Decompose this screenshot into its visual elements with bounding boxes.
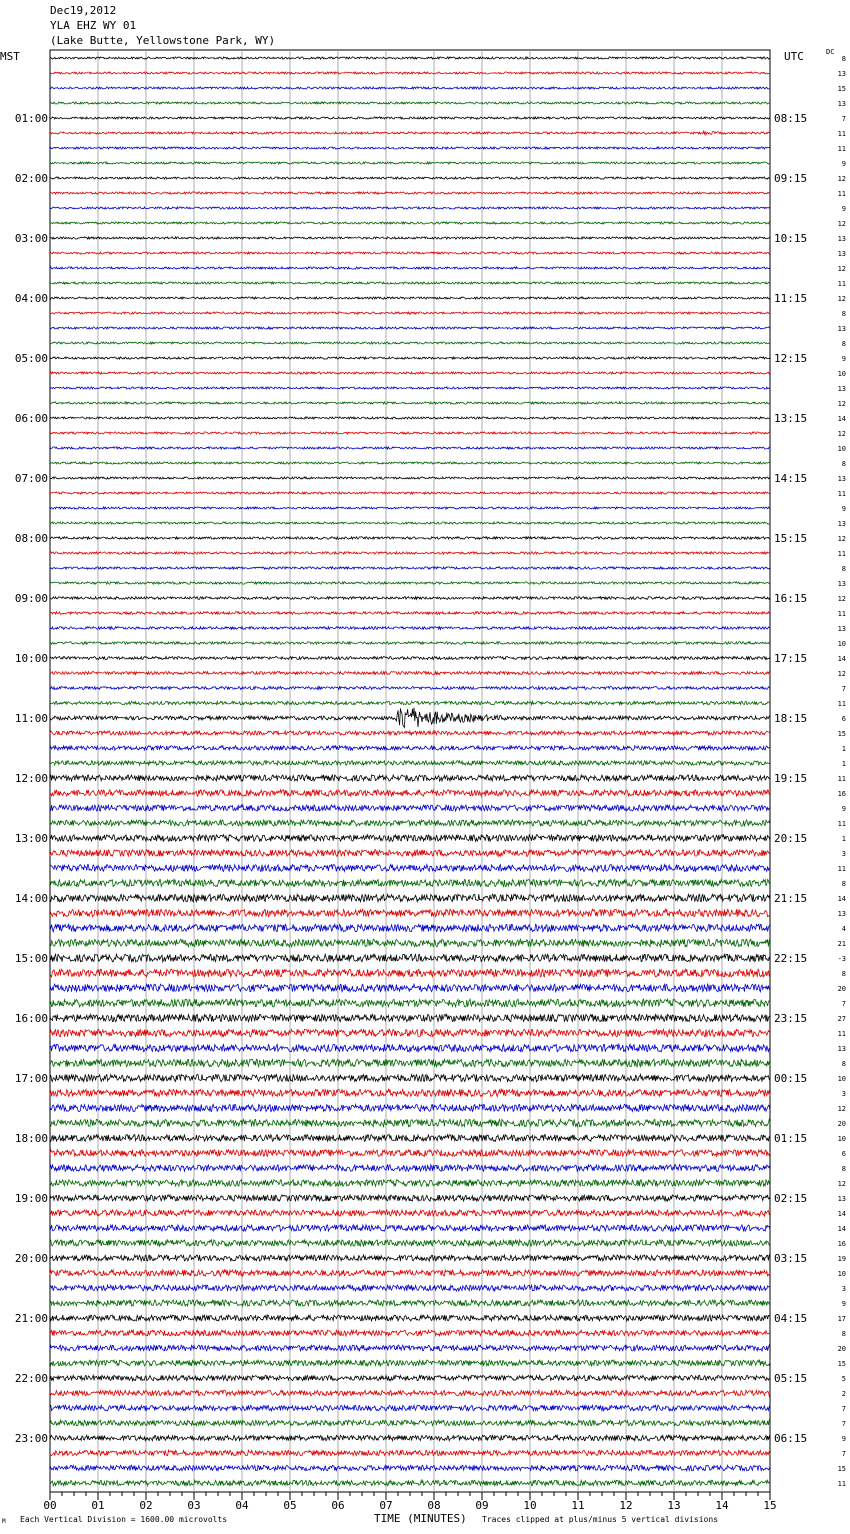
dc-offset-label: 5	[841, 1375, 846, 1383]
trace-line	[50, 642, 770, 645]
x-tick-label: 11	[571, 1499, 585, 1512]
trace-line	[50, 894, 770, 901]
mst-hour-label: 18:00	[14, 1132, 48, 1145]
dc-offset-label: 12	[837, 295, 846, 303]
mst-hour-label: 15:00	[14, 952, 48, 965]
dc-offset-label: 8	[841, 1330, 846, 1338]
mst-hour-label: 04:00	[14, 292, 48, 305]
trace-line	[50, 1345, 770, 1351]
dc-offset-label: 12	[837, 430, 846, 438]
dc-offset-label: 14	[837, 895, 846, 903]
trace-line	[50, 1255, 770, 1261]
trace-line	[50, 1270, 770, 1276]
utc-hour-label: 20:15	[774, 832, 808, 845]
dc-offset-label: 15	[837, 730, 846, 738]
trace-line	[50, 1480, 770, 1485]
trace-line	[50, 880, 770, 887]
dc-offset-label: 13	[837, 475, 846, 483]
trace-line	[50, 102, 770, 104]
trace-line	[50, 1465, 770, 1470]
dc-offset-label: 7	[841, 115, 846, 123]
trace-line	[50, 1405, 770, 1410]
mst-hour-label: 17:00	[14, 1072, 48, 1085]
trace-line	[50, 192, 770, 194]
utc-hour-label: 17:15	[774, 652, 808, 665]
trace-line	[50, 1195, 770, 1201]
dc-offset-label: 20	[837, 985, 846, 993]
utc-hour-label: 13:15	[774, 412, 808, 425]
trace-line	[50, 731, 770, 735]
dc-offset-label: -3	[837, 955, 846, 963]
dc-offset-label: 9	[841, 205, 846, 213]
dc-offset-label: 9	[841, 160, 846, 168]
trace-line	[50, 1104, 770, 1111]
x-tick-label: 00	[43, 1499, 57, 1512]
trace-line	[50, 969, 770, 977]
trace-line	[50, 627, 770, 630]
dc-offset-label: 13	[837, 100, 846, 108]
dc-offset-label: 11	[837, 865, 846, 873]
utc-hour-label: 02:15	[774, 1192, 808, 1205]
dc-offset-label: 9	[841, 1300, 846, 1308]
utc-hour-label: 04:15	[774, 1312, 808, 1325]
mst-hour-label: 14:00	[14, 892, 48, 905]
scale-note: Each Vertical Division = 1600.00 microvolts	[20, 1515, 228, 1524]
utc-hour-label: 14:15	[774, 472, 808, 485]
trace-line	[50, 357, 770, 359]
trace-line	[50, 537, 770, 539]
trace-line	[50, 1059, 770, 1066]
trace-line	[50, 865, 770, 872]
x-tick-label: 13	[667, 1499, 681, 1512]
dc-offset-label: 3	[841, 850, 846, 858]
dc-offset-label: 10	[837, 640, 846, 648]
dc-offset-label: 13	[837, 385, 846, 393]
trace-line	[50, 282, 770, 284]
dc-offset-label: 8	[841, 1060, 846, 1068]
dc-offset-label: 7	[841, 1000, 846, 1008]
trace-line	[50, 1044, 770, 1051]
left-timezone-label: MST	[0, 50, 20, 63]
utc-hour-label: 10:15	[774, 232, 808, 245]
trace-line	[50, 267, 770, 269]
mst-hour-label: 12:00	[14, 772, 48, 785]
trace-line	[50, 492, 770, 494]
trace-line	[50, 1150, 770, 1157]
trace-line	[50, 1360, 770, 1366]
trace-line	[50, 87, 770, 89]
dc-offset-label: 11	[837, 820, 846, 828]
dc-offset-label: 17	[837, 1315, 846, 1323]
dc-column-label: DC	[826, 48, 835, 56]
utc-hour-label: 00:15	[774, 1072, 808, 1085]
mst-hour-label: 19:00	[14, 1192, 48, 1205]
header-station: YLA EHZ WY 01	[50, 19, 137, 32]
dc-offset-label: 27	[837, 1015, 846, 1023]
utc-hour-label: 16:15	[774, 592, 808, 605]
dc-offset-label: 13	[837, 580, 846, 588]
trace-line	[50, 552, 770, 554]
trace-line	[50, 1315, 770, 1321]
utc-hour-label: 12:15	[774, 352, 808, 365]
dc-offset-label: 10	[837, 1075, 846, 1083]
trace-line	[50, 1165, 770, 1172]
trace-line	[50, 924, 770, 931]
dc-offset-label: 9	[841, 505, 846, 513]
trace-line	[50, 177, 770, 179]
dc-offset-label: 9	[841, 1435, 846, 1443]
trace-line	[50, 1375, 770, 1380]
dc-offset-label: 13	[837, 250, 846, 258]
dc-offset-label: 16	[837, 790, 846, 798]
plot-frame	[50, 50, 770, 1492]
header-location: (Lake Butte, Yellowstone Park, WY)	[50, 34, 276, 47]
trace-line	[50, 1225, 770, 1231]
utc-hour-label: 11:15	[774, 292, 808, 305]
mst-hour-label: 09:00	[14, 592, 48, 605]
dc-offset-label: 16	[837, 1240, 846, 1248]
trace-line	[50, 701, 770, 704]
trace-line	[50, 1390, 770, 1395]
trace-line	[50, 432, 770, 434]
dc-offset-label: 20	[837, 1345, 846, 1353]
trace-line	[50, 1240, 770, 1246]
trace-line	[50, 820, 770, 826]
trace-line	[50, 237, 770, 239]
trace-line	[50, 131, 770, 135]
dc-offset-label: 2	[841, 1390, 846, 1398]
dc-offset-label: 21	[837, 940, 846, 948]
trace-line	[50, 672, 770, 675]
trace-line	[50, 207, 770, 209]
dc-offset-label: 11	[837, 1480, 846, 1488]
dc-offset-label: 1	[841, 835, 846, 843]
trace-line	[50, 657, 770, 660]
mst-hour-label: 08:00	[14, 532, 48, 545]
trace-line	[50, 1029, 770, 1036]
mst-hour-label: 03:00	[14, 232, 48, 245]
trace-line	[50, 57, 770, 59]
trace-line	[50, 1119, 770, 1126]
dc-offset-label: 6	[841, 715, 846, 723]
x-tick-label: 12	[619, 1499, 633, 1512]
x-tick-label: 07	[379, 1499, 393, 1512]
trace-line	[50, 954, 770, 961]
dc-offset-label: 3	[841, 1285, 846, 1293]
dc-offset-label: 12	[837, 1105, 846, 1113]
mst-hour-label: 16:00	[14, 1012, 48, 1025]
dc-offset-label: 12	[837, 670, 846, 678]
dc-offset-label: 13	[837, 70, 846, 78]
dc-offset-label: 13	[837, 235, 846, 243]
trace-line	[50, 909, 770, 916]
dc-offset-label: 8	[841, 310, 846, 318]
dc-offset-label: 15	[837, 1465, 846, 1473]
mst-hour-label: 13:00	[14, 832, 48, 845]
trace-line	[50, 835, 770, 842]
mst-hour-label: 21:00	[14, 1312, 48, 1325]
trace-line	[50, 708, 770, 728]
trace-line	[50, 507, 770, 509]
dc-offset-label: 7	[841, 1405, 846, 1413]
x-tick-label: 14	[715, 1499, 729, 1512]
dc-offset-label: 7	[841, 1420, 846, 1428]
dc-offset-label: 11	[837, 280, 846, 288]
utc-hour-label: 18:15	[774, 712, 808, 725]
trace-line	[50, 612, 770, 615]
dc-offset-label: 8	[841, 1165, 846, 1173]
trace-line	[50, 372, 770, 374]
mst-hour-label: 02:00	[14, 172, 48, 185]
dc-offset-label: 11	[837, 130, 846, 138]
trace-line	[50, 687, 770, 690]
dc-offset-label: 19	[837, 1255, 846, 1263]
trace-line	[50, 1210, 770, 1216]
dc-offset-label: 8	[841, 460, 846, 468]
dc-offset-label: 14	[837, 415, 846, 423]
mst-hour-label: 23:00	[14, 1432, 48, 1445]
dc-offset-label: 13	[837, 325, 846, 333]
dc-offset-label: 11	[837, 700, 846, 708]
trace-line	[50, 582, 770, 584]
trace-line	[50, 312, 770, 314]
trace-line	[50, 999, 770, 1007]
trace-line	[50, 1450, 770, 1455]
header-date: Dec19,2012	[50, 4, 117, 17]
x-tick-label: 09	[475, 1499, 489, 1512]
dc-offset-label: 10	[837, 445, 846, 453]
x-tick-label: 08	[427, 1499, 441, 1512]
trace-line	[50, 252, 770, 254]
utc-hour-label: 01:15	[774, 1132, 808, 1145]
mst-hour-label: 01:00	[14, 112, 48, 125]
trace-line	[50, 1089, 770, 1096]
utc-hour-label: 03:15	[774, 1252, 808, 1265]
trace-line	[50, 387, 770, 389]
trace-line	[50, 327, 770, 329]
mst-hour-label: 22:00	[14, 1372, 48, 1385]
dc-offset-label: 8	[841, 970, 846, 978]
x-axis-title: TIME (MINUTES)	[374, 1512, 467, 1525]
trace-line	[50, 597, 770, 600]
dc-offset-label: 6	[841, 1150, 846, 1158]
dc-offset-label: 12	[837, 265, 846, 273]
dc-offset-label: 3	[841, 1090, 846, 1098]
utc-hour-label: 15:15	[774, 532, 808, 545]
trace-line	[50, 117, 770, 119]
utc-hour-label: 23:15	[774, 1012, 808, 1025]
mst-hour-label: 05:00	[14, 352, 48, 365]
trace-line	[50, 1435, 770, 1440]
trace-line	[50, 1330, 770, 1336]
trace-line	[50, 1285, 770, 1291]
trace-line	[50, 417, 770, 419]
trace-line	[50, 1074, 770, 1081]
trace-line	[50, 790, 770, 796]
trace-line	[50, 462, 770, 464]
trace-line	[50, 1014, 770, 1021]
dc-offset-label: 11	[837, 490, 846, 498]
trace-line	[50, 939, 770, 946]
dc-offset-label: 10	[837, 1135, 846, 1143]
trace-line	[50, 72, 770, 74]
utc-hour-label: 09:15	[774, 172, 808, 185]
dc-offset-label: 10	[837, 1270, 846, 1278]
trace-line	[50, 746, 770, 750]
dc-offset-label: 14	[837, 1225, 846, 1233]
dc-offset-label: 13	[837, 520, 846, 528]
trace-line	[50, 984, 770, 992]
dc-offset-label: 8	[841, 880, 846, 888]
x-tick-label: 03	[187, 1499, 201, 1512]
dc-offset-label: 11	[837, 190, 846, 198]
trace-line	[50, 342, 770, 344]
dc-offset-label: 9	[841, 355, 846, 363]
trace-line	[50, 805, 770, 811]
dc-offset-label: 11	[837, 610, 846, 618]
utc-hour-label: 05:15	[774, 1372, 808, 1385]
trace-line	[50, 147, 770, 149]
trace-line	[50, 1300, 770, 1306]
trace-line	[50, 522, 770, 524]
x-tick-label: 04	[235, 1499, 249, 1512]
utc-hour-label: 08:15	[774, 112, 808, 125]
trace-line	[50, 1420, 770, 1425]
trace-line	[50, 567, 770, 569]
mst-hour-label: 06:00	[14, 412, 48, 425]
trace-line	[50, 775, 770, 781]
dc-offset-label: 12	[837, 220, 846, 228]
dc-offset-label: 1	[841, 760, 846, 768]
dc-offset-label: 12	[837, 595, 846, 603]
dc-offset-label: 11	[837, 1030, 846, 1038]
dc-offset-label: 7	[841, 1450, 846, 1458]
dc-offset-label: 11	[837, 145, 846, 153]
mst-hour-label: 10:00	[14, 652, 48, 665]
trace-line	[50, 297, 770, 299]
dc-offset-label: 14	[837, 655, 846, 663]
dc-offset-label: 4	[841, 925, 846, 933]
dc-offset-label: 7	[841, 685, 846, 693]
trace-line	[50, 477, 770, 479]
x-tick-label: 05	[283, 1499, 297, 1512]
trace-line	[50, 1135, 770, 1142]
dc-offset-label: 8	[841, 55, 846, 63]
dc-offset-label: 10	[837, 370, 846, 378]
dc-offset-label: 8	[841, 340, 846, 348]
x-tick-label: 01	[91, 1499, 105, 1512]
x-tick-label: 10	[523, 1499, 537, 1512]
trace-line	[50, 447, 770, 449]
utc-hour-label: 21:15	[774, 892, 808, 905]
mst-hour-label: 11:00	[14, 712, 48, 725]
x-tick-label: 06	[331, 1499, 345, 1512]
dc-offset-label: 15	[837, 85, 846, 93]
x-tick-label: 02	[139, 1499, 153, 1512]
dc-offset-label: 13	[837, 910, 846, 918]
utc-hour-label: 22:15	[774, 952, 808, 965]
utc-hour-label: 19:15	[774, 772, 808, 785]
utc-hour-label: 06:15	[774, 1432, 808, 1445]
trace-line	[50, 222, 770, 224]
dc-offset-label: 11	[837, 775, 846, 783]
dc-offset-label: 13	[837, 1195, 846, 1203]
dc-offset-label: 11	[837, 550, 846, 558]
right-timezone-label: UTC	[784, 50, 804, 63]
dc-offset-label: 9	[841, 805, 846, 813]
dc-offset-label: 12	[837, 1180, 846, 1188]
dc-offset-label: 12	[837, 400, 846, 408]
dc-offset-label: 13	[837, 625, 846, 633]
trace-line	[50, 761, 770, 766]
x-tick-label: 15	[763, 1499, 777, 1512]
trace-line	[50, 402, 770, 404]
dc-offset-label: 20	[837, 1120, 846, 1128]
clip-note: Traces clipped at plus/minus 5 vertical divisions	[482, 1515, 719, 1524]
mst-hour-label: 20:00	[14, 1252, 48, 1265]
trace-line	[50, 162, 770, 164]
trace-line	[50, 850, 770, 857]
trace-line	[50, 1180, 770, 1187]
dc-offset-label: 14	[837, 1210, 846, 1218]
dc-offset-label: 8	[841, 565, 846, 573]
dc-offset-label: 15	[837, 1360, 846, 1368]
dc-offset-label: 12	[837, 175, 846, 183]
dc-offset-label: 1	[841, 745, 846, 753]
footer-mark: M	[2, 1518, 6, 1525]
mst-hour-label: 07:00	[14, 472, 48, 485]
dc-offset-label: 12	[837, 535, 846, 543]
dc-offset-label: 13	[837, 1045, 846, 1053]
